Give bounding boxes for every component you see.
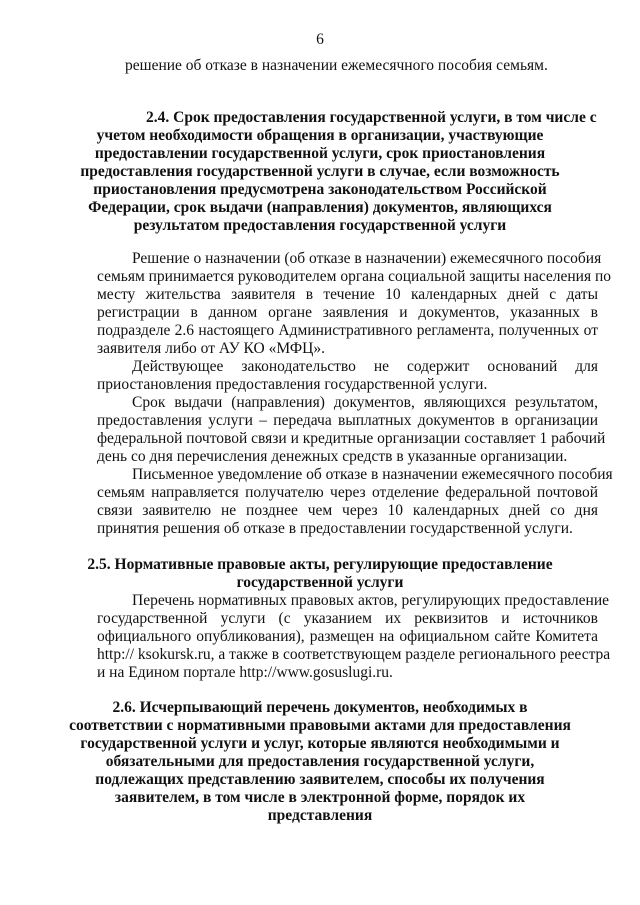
text-line: предоставления государственной услуги в случае, если возможность <box>80 163 560 180</box>
text-line: 2.5. Нормативные правовые акты, регулирующие предоставление <box>87 556 553 573</box>
text-line: регистрации в данном органе заявления и документов, указанных в <box>97 304 598 321</box>
text-line: Срок выдачи (направления) документов, являющихся результатом, <box>132 394 598 411</box>
text-line: принятия решения об отказе в предоставлении государственной услуги. <box>97 520 573 537</box>
text-line: государственной услуги <box>236 574 404 591</box>
text-line: Действующее законодательство не содержит оснований для <box>132 358 598 375</box>
text-line: семьям направляется получателю через отделение федеральной почтовой <box>97 484 598 501</box>
text-line: приостановления предоставления государственной услуги. <box>97 376 488 393</box>
text-line: заявителя либо от АУ КО «МФЦ». <box>97 340 325 357</box>
text-line: Письменное уведомление об отказе в назначении ежемесячного пособия <box>132 466 613 483</box>
text-line: предоставления услуги – передача выплатных документов в организации <box>97 412 598 429</box>
text-line: и на Едином портале http://www.gosuslugi.ru. <box>97 664 393 681</box>
text-line: 2.6. Исчерпывающий перечень документов, необходимых в <box>112 699 528 716</box>
text-line: день со дня перечисления денежных средств в указанные организации. <box>97 448 568 465</box>
text-line: семьям принимается руководителем органа социальной защиты населения по <box>97 268 612 285</box>
text-line: 2.4. Срок предоставления государственной услуги, в том числе с <box>146 109 597 126</box>
text-line: месту жительства заявителя в течение 10 календарных дней с даты <box>97 286 598 303</box>
text-line: обязательными для предоставления государственной услуги, <box>105 753 535 770</box>
text-line: подразделе 2.6 настоящего Административного регламента, полученных от <box>97 322 598 339</box>
text-line: http:// ksokursk.ru, а также в соответствующем разделе регионального реестра <box>97 646 611 663</box>
text-line: государственной услуги (с указанием их реквизитов и источников <box>97 610 598 627</box>
text-line: федеральной почтовой связи и кредитные организации составляет 1 рабочий <box>97 430 606 447</box>
text-line: решение об отказе в назначении ежемесячного пособия семьям. <box>125 57 548 74</box>
text-line: приостановления предусмотрена законодательством Российской <box>93 181 547 198</box>
text-line: учетом необходимости обращения в организации, участвующие <box>96 127 544 144</box>
text-line: соответствии с нормативными правовыми актами для предоставления <box>69 717 571 734</box>
text-line: предоставлении государственной услуги, срок приостановления <box>94 145 546 162</box>
text-line: Решение о назначении (об отказе в назначении) ежемесячного пособия <box>132 250 602 267</box>
text-line: Перечень нормативных правовых актов, регулирующих предоставление <box>132 592 610 609</box>
text-line: заявителем, в том числе в электронной форме, порядок их <box>114 789 526 806</box>
text-line: официального опубликования), размещен на официальном сайте Комитета <box>97 628 598 645</box>
text-line: Федерации, срок выдачи (направления) документов, являющихся <box>88 199 552 216</box>
text-line: связи заявителю не позднее чем через 10 календарных дней со дня <box>97 502 598 519</box>
text-line: результатом предоставления государственной услуги <box>133 217 507 234</box>
text-line: представления <box>267 807 373 824</box>
text-line: подлежащих представлению заявителем, способы их получения <box>95 771 545 788</box>
page-number: 6 <box>316 31 324 48</box>
text-line: государственной услуги и услуг, которые являются необходимыми и <box>80 735 560 752</box>
